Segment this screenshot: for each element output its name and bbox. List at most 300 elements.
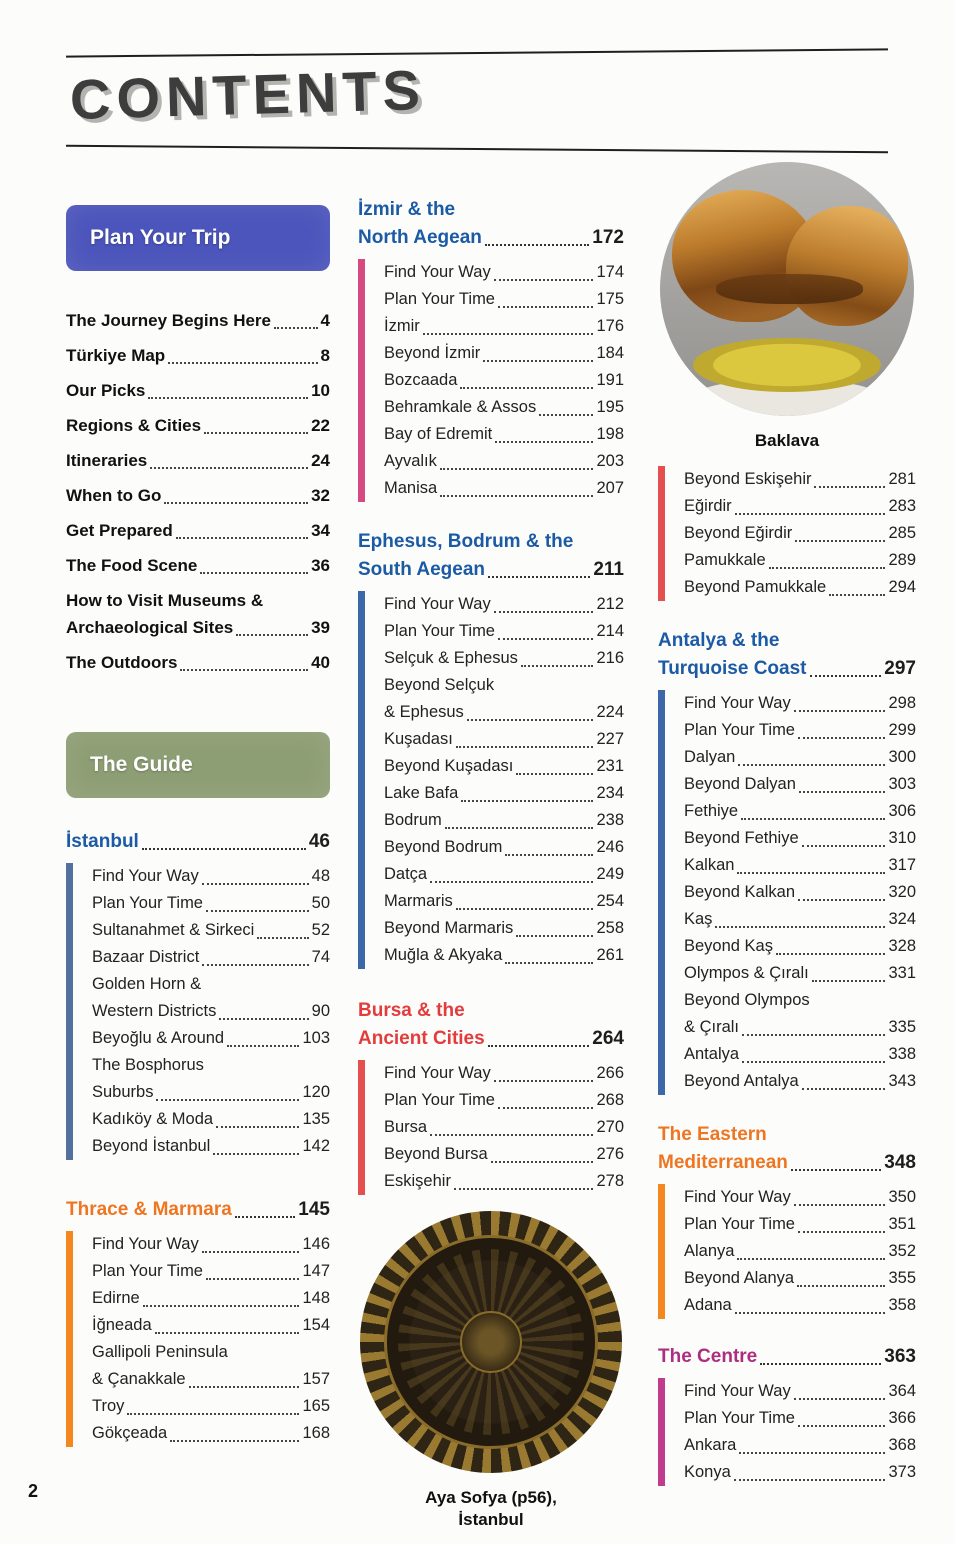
section-items (658, 1378, 916, 1486)
toc-entry-page: 306 (888, 802, 916, 820)
toc-entry (684, 1184, 916, 1211)
toc-entry-page: 303 (888, 775, 916, 793)
toc-entry-label: Ancient Cities (358, 1028, 485, 1049)
toc-entry (684, 825, 916, 852)
toc-entry-label: Mediterranean (658, 1152, 788, 1173)
toc-entry (684, 1238, 916, 1265)
dot-leader (812, 980, 886, 982)
toc-entry-page: 135 (302, 1110, 330, 1128)
toc-entry-page: 249 (596, 865, 624, 883)
dot-leader (495, 441, 593, 443)
toc-entry-page: 74 (311, 948, 330, 966)
dot-leader (200, 572, 308, 574)
toc-entry (66, 307, 330, 334)
toc-entry-label: Lake Bafa (384, 784, 459, 802)
section-items (358, 259, 624, 502)
toc-entry-label: Marmaris (384, 892, 453, 910)
toc-entry-page: 266 (596, 1064, 624, 1082)
toc-entry (92, 1366, 330, 1393)
toc-entry (92, 917, 330, 944)
toc-entry-label: Ankara (684, 1436, 737, 1454)
toc-entry (92, 1420, 330, 1447)
toc-entry-label: Edirne (92, 1289, 140, 1307)
toc-entry (92, 1025, 330, 1052)
toc-entry (658, 627, 916, 655)
toc-entry (384, 286, 624, 313)
toc-entry (684, 798, 916, 825)
aya-sofya-caption (358, 1487, 624, 1531)
toc-entry (684, 852, 916, 879)
section-items (358, 591, 624, 969)
toc-entry-page: 40 (311, 653, 330, 672)
dot-leader (742, 1034, 885, 1036)
toc-entry-label: Beyond Marmaris (384, 919, 514, 937)
toc-entry-label: Itineraries (66, 451, 148, 470)
dot-leader (202, 1251, 300, 1253)
dot-leader (491, 1161, 594, 1163)
aya-sofya-image (360, 1211, 622, 1473)
toc-entry-page: 191 (596, 371, 624, 389)
toc-entry (658, 1121, 916, 1149)
toc-entry-page: 227 (596, 730, 624, 748)
toc-entry-page: 343 (888, 1072, 916, 1090)
dot-leader (494, 611, 594, 613)
toc-entry-page: 268 (596, 1091, 624, 1109)
toc-entry-label: Kalkan (684, 856, 735, 874)
middle-column (358, 196, 624, 1531)
dot-leader (505, 962, 593, 964)
toc-entry (384, 591, 624, 618)
toc-entry (66, 482, 330, 509)
toc-entry-label: Find Your Way (684, 694, 791, 712)
toc-entry-page: 254 (596, 892, 624, 910)
toc-entry-label: Beyond Kaş (684, 937, 773, 955)
toc-entry-label: Beyond Dalyan (684, 775, 796, 793)
dot-leader (213, 1153, 299, 1155)
toc-entry-label: How to Visit Museums & (66, 591, 264, 610)
dot-leader (715, 926, 885, 928)
toc-entry-page: 10 (311, 381, 330, 400)
toc-entry-label: When to Go (66, 486, 162, 505)
toc-entry-label: Plan Your Time (92, 894, 203, 912)
toc-entry (92, 1052, 330, 1079)
toc-entry-label: Adana (684, 1296, 732, 1314)
section-thrace-marmara (66, 1196, 330, 1447)
right-column (658, 162, 916, 1486)
the-guide-badge: The Guide (66, 732, 330, 798)
toc-entry-label: Dalyan (684, 748, 736, 766)
toc-entry-label: Bursa & the (358, 1000, 465, 1021)
toc-entry-label: Find Your Way (92, 1235, 199, 1253)
dot-leader (769, 567, 886, 569)
toc-entry-page: 103 (302, 1029, 330, 1047)
toc-entry-page: 276 (596, 1145, 624, 1163)
toc-entry (684, 744, 916, 771)
toc-entry (92, 1285, 330, 1312)
toc-entry (66, 552, 330, 579)
toc-entry (384, 780, 624, 807)
toc-entry (92, 1106, 330, 1133)
dot-leader (737, 872, 885, 874)
section-title (358, 196, 624, 252)
toc-entry-label: Konya (684, 1463, 731, 1481)
toc-entry (684, 879, 916, 906)
toc-entry (684, 1432, 916, 1459)
toc-entry-page: 368 (888, 1436, 916, 1454)
dot-leader (150, 467, 308, 469)
toc-entry-label: Find Your Way (92, 867, 199, 885)
toc-entry-label: Western Districts (92, 1002, 217, 1020)
dot-leader (798, 1231, 885, 1233)
toc-entry (384, 888, 624, 915)
dot-leader (802, 1088, 886, 1090)
toc-entry-label: Beyond Pamukkale (684, 578, 827, 596)
dot-leader (799, 791, 886, 793)
toc-entry (384, 915, 624, 942)
plan-your-trip-list (66, 307, 330, 676)
section-items (66, 863, 330, 1160)
toc-entry-page: 366 (888, 1409, 916, 1427)
toc-entry-page: 198 (596, 425, 624, 443)
toc-entry-label: Find Your Way (684, 1382, 791, 1400)
toc-entry-label: Türkiye Map (66, 346, 166, 365)
toc-entry-label: Beyond Eğirdir (684, 524, 793, 542)
toc-entry-label: Bay of Edremit (384, 425, 493, 443)
caption-line-2: İstanbul (458, 1510, 524, 1529)
toc-entry (92, 1258, 330, 1285)
dot-leader (794, 1204, 886, 1206)
toc-entry-page: 289 (888, 551, 916, 569)
toc-entry-label: Antalya (684, 1045, 740, 1063)
toc-entry-label: Regions & Cities (66, 416, 202, 435)
dot-leader (498, 306, 593, 308)
toc-entry (92, 998, 330, 1025)
toc-entry-label: The Food Scene (66, 556, 198, 575)
toc-entry-page: 363 (884, 1346, 916, 1367)
dot-leader (168, 362, 317, 364)
toc-entry (384, 259, 624, 286)
toc-entry-label: Bursa (384, 1118, 428, 1136)
toc-entry-page: 224 (596, 703, 624, 721)
toc-entry-page: 8 (320, 346, 330, 365)
toc-entry (684, 1211, 916, 1238)
toc-entry-label: Beyond Selçuk (384, 676, 495, 694)
toc-entry (684, 987, 916, 1014)
toc-entry-page: 358 (888, 1296, 916, 1314)
toc-entry (66, 517, 330, 544)
toc-entry-label: Gökçeada (92, 1424, 168, 1442)
dot-leader (516, 935, 593, 937)
section-items (658, 1184, 916, 1319)
toc-entry-label: Beyond Bursa (384, 1145, 488, 1163)
toc-entry (684, 1041, 916, 1068)
toc-entry-label: Find Your Way (384, 595, 491, 613)
dot-leader (274, 327, 318, 329)
toc-entry-label: North Aegean (358, 227, 482, 248)
dot-leader (216, 1126, 299, 1128)
toc-entry-page: 338 (888, 1045, 916, 1063)
toc-entry (384, 699, 624, 726)
toc-entry-page: 264 (592, 1028, 624, 1049)
toc-entry (384, 1141, 624, 1168)
toc-entry (358, 196, 624, 224)
toc-entry-label: Beyond Antalya (684, 1072, 799, 1090)
dot-leader (202, 964, 308, 966)
dot-leader (236, 634, 308, 636)
section-izmir-north-aegean (358, 196, 624, 502)
toc-entry-label: Beyoğlu & Around (92, 1029, 225, 1047)
toc-entry-page: 234 (596, 784, 624, 802)
section-istanbul (66, 828, 330, 1160)
toc-entry-label: Plan Your Time (684, 1409, 795, 1427)
toc-entry-label: Sultanahmet & Sirkeci (92, 921, 255, 939)
dot-leader (498, 638, 593, 640)
dot-leader (461, 800, 593, 802)
toc-entry-label: The Bosphorus (92, 1056, 204, 1074)
toc-entry (66, 377, 330, 404)
dot-leader (498, 1107, 593, 1109)
toc-entry-label: & Çıralı (684, 1018, 740, 1036)
toc-entry-page: 142 (302, 1137, 330, 1155)
toc-entry (384, 340, 624, 367)
toc-entry-page: 22 (311, 416, 330, 435)
toc-entry-page: 331 (888, 964, 916, 982)
toc-entry (384, 421, 624, 448)
toc-entry-page: 157 (302, 1370, 330, 1388)
decorative-rule-bottom (66, 145, 888, 153)
toc-entry (384, 672, 624, 699)
toc-entry-label: Kadıköy & Moda (92, 1110, 214, 1128)
toc-entry-page: 203 (596, 452, 624, 470)
page-header (66, 52, 888, 150)
dot-leader (483, 360, 593, 362)
dot-leader (797, 1285, 885, 1287)
toc-entry-page: 165 (302, 1397, 330, 1415)
toc-entry (66, 587, 330, 614)
dot-leader (219, 1018, 308, 1020)
section-the-centre (658, 1343, 916, 1486)
toc-entry (66, 828, 330, 856)
dot-leader (189, 1386, 300, 1388)
toc-entry-page: 328 (888, 937, 916, 955)
toc-entry-page: 207 (596, 479, 624, 497)
dot-leader (794, 710, 886, 712)
section-items (358, 1060, 624, 1195)
toc-entry (684, 1265, 916, 1292)
toc-entry (66, 614, 330, 641)
toc-entry (92, 1079, 330, 1106)
section-title (658, 1343, 916, 1371)
toc-entry (384, 475, 624, 502)
dot-leader (735, 513, 886, 515)
caption-line-1: Aya Sofya (p56), (425, 1488, 557, 1507)
section-title (358, 997, 624, 1053)
toc-entry (384, 807, 624, 834)
baklava-caption: Baklava (754, 431, 820, 450)
toc-entry-label: Beyond Eskişehir (684, 470, 812, 488)
toc-entry-label: Plan Your Time (92, 1262, 203, 1280)
section-ephesus-south-aegean (358, 528, 624, 969)
section-items (658, 690, 916, 1095)
section-title (66, 1196, 330, 1224)
dot-leader (742, 1061, 885, 1063)
decorative-rule-top (66, 48, 888, 57)
dot-leader (454, 1188, 594, 1190)
toc-entry-label: Bozcaada (384, 371, 458, 389)
dot-leader (460, 387, 593, 389)
toc-entry-label: Manisa (384, 479, 438, 497)
toc-entry (684, 933, 916, 960)
toc-entry-page: 281 (888, 470, 916, 488)
toc-entry-page: 120 (302, 1083, 330, 1101)
toc-entry-label: Plan Your Time (684, 1215, 795, 1233)
toc-entry-page: 195 (596, 398, 624, 416)
toc-entry-page: 246 (596, 838, 624, 856)
toc-entry (684, 547, 916, 574)
toc-entry (92, 890, 330, 917)
toc-entry-label: The Centre (658, 1346, 758, 1367)
dot-leader (795, 540, 885, 542)
dot-leader (735, 1312, 886, 1314)
section-title (358, 528, 624, 584)
dot-leader (516, 773, 593, 775)
dot-leader (791, 1169, 881, 1171)
page-title: CONTENTS (69, 58, 427, 131)
toc-entry (66, 649, 330, 676)
toc-entry (384, 313, 624, 340)
aya-sofya-photo (358, 1211, 624, 1531)
toc-entry-page: 174 (596, 263, 624, 281)
toc-entry-label: İzmir & the (358, 199, 456, 220)
toc-entry-label: & Çanakkale (92, 1370, 186, 1388)
toc-entry-label: Plan Your Time (384, 622, 495, 640)
dot-leader (235, 1216, 296, 1218)
dot-leader (180, 669, 308, 671)
toc-entry (384, 367, 624, 394)
dot-leader (737, 1258, 885, 1260)
dot-leader (176, 537, 308, 539)
toc-entry-label: Behramkale & Assos (384, 398, 537, 416)
toc-entry (384, 448, 624, 475)
toc-entry-page: 310 (888, 829, 916, 847)
toc-entry-page: 258 (596, 919, 624, 937)
toc-entry-page: 172 (592, 227, 624, 248)
toc-entry-page: 4 (320, 311, 330, 330)
toc-entry (384, 753, 624, 780)
toc-entry (66, 412, 330, 439)
toc-entry-page: 297 (884, 658, 916, 679)
toc-entry (384, 1087, 624, 1114)
dot-leader (164, 502, 308, 504)
toc-entry (684, 1292, 916, 1319)
dot-leader (798, 899, 885, 901)
toc-entry (384, 834, 624, 861)
dot-leader (794, 1398, 886, 1400)
toc-entry (684, 493, 916, 520)
toc-entry (92, 944, 330, 971)
dot-leader (170, 1440, 299, 1442)
toc-entry-page: 145 (298, 1199, 330, 1220)
dot-leader (202, 883, 309, 885)
dot-leader (227, 1045, 299, 1047)
left-column (66, 205, 330, 1447)
toc-entry-page: 34 (311, 521, 330, 540)
dot-leader (423, 333, 594, 335)
toc-entry-label: Archaeological Sites (66, 618, 234, 637)
toc-entry-page: 52 (311, 921, 330, 939)
toc-entry-label: Bazaar District (92, 948, 200, 966)
toc-entry-label: Kaş (684, 910, 713, 928)
toc-entry-label: Ephesus, Bodrum & the (358, 531, 574, 552)
dot-leader (204, 432, 308, 434)
toc-entry-page: 214 (596, 622, 624, 640)
toc-entry-page: 36 (311, 556, 330, 575)
toc-entry (658, 1343, 916, 1371)
toc-entry (358, 1025, 624, 1053)
dot-leader (467, 719, 594, 721)
toc-entry-label: The Outdoors (66, 653, 178, 672)
toc-entry-page: 351 (888, 1215, 916, 1233)
toc-entry-label: İğneada (92, 1316, 152, 1334)
toc-entry-label: Beyond İzmir (384, 344, 481, 362)
toc-entry-page: 283 (888, 497, 916, 515)
toc-entry-page: 285 (888, 524, 916, 542)
toc-entry (92, 1339, 330, 1366)
dot-leader (257, 937, 308, 939)
toc-entry-page: 317 (888, 856, 916, 874)
toc-entry (684, 1405, 916, 1432)
dot-leader (494, 279, 594, 281)
toc-entry-label: The Eastern (658, 1124, 767, 1145)
section-items (658, 466, 916, 601)
toc-entry-page: 216 (596, 649, 624, 667)
dot-leader (802, 845, 886, 847)
dot-leader (127, 1413, 299, 1415)
section-bursa-ancient-cities (358, 997, 624, 1195)
toc-entry-label: Gallipoli Peninsula (92, 1343, 228, 1361)
page-number: 2 (28, 1481, 39, 1501)
dot-leader (741, 818, 885, 820)
dot-leader (206, 1278, 299, 1280)
section-antalya-turquoise-coast (658, 627, 916, 1095)
toc-entry-page: 373 (888, 1463, 916, 1481)
toc-entry-label: Beyond Bodrum (384, 838, 503, 856)
dot-leader (734, 1479, 886, 1481)
toc-entry-label: Bodrum (384, 811, 442, 829)
section-title (658, 627, 916, 683)
toc-entry-label: Datça (384, 865, 428, 883)
plan-your-trip-badge: Plan Your Trip (66, 205, 330, 271)
toc-entry-label: Beyond Kalkan (684, 883, 795, 901)
toc-entry (684, 771, 916, 798)
toc-entry (66, 342, 330, 369)
dot-leader (760, 1363, 881, 1365)
toc-entry-page: 168 (302, 1424, 330, 1442)
toc-entry-page: 364 (888, 1382, 916, 1400)
toc-entry (66, 447, 330, 474)
toc-entry-page: 350 (888, 1188, 916, 1206)
dot-leader (798, 1425, 885, 1427)
dot-leader (494, 1080, 594, 1082)
toc-entry-label: Fethiye (684, 802, 739, 820)
toc-entry-label: Find Your Way (384, 1064, 491, 1082)
toc-entry-page: 147 (302, 1262, 330, 1280)
toc-entry-page: 231 (596, 757, 624, 775)
dot-leader (539, 414, 593, 416)
toc-entry-label: Muğla & Akyaka (384, 946, 503, 964)
dot-leader (488, 576, 590, 578)
toc-entry (684, 1014, 916, 1041)
